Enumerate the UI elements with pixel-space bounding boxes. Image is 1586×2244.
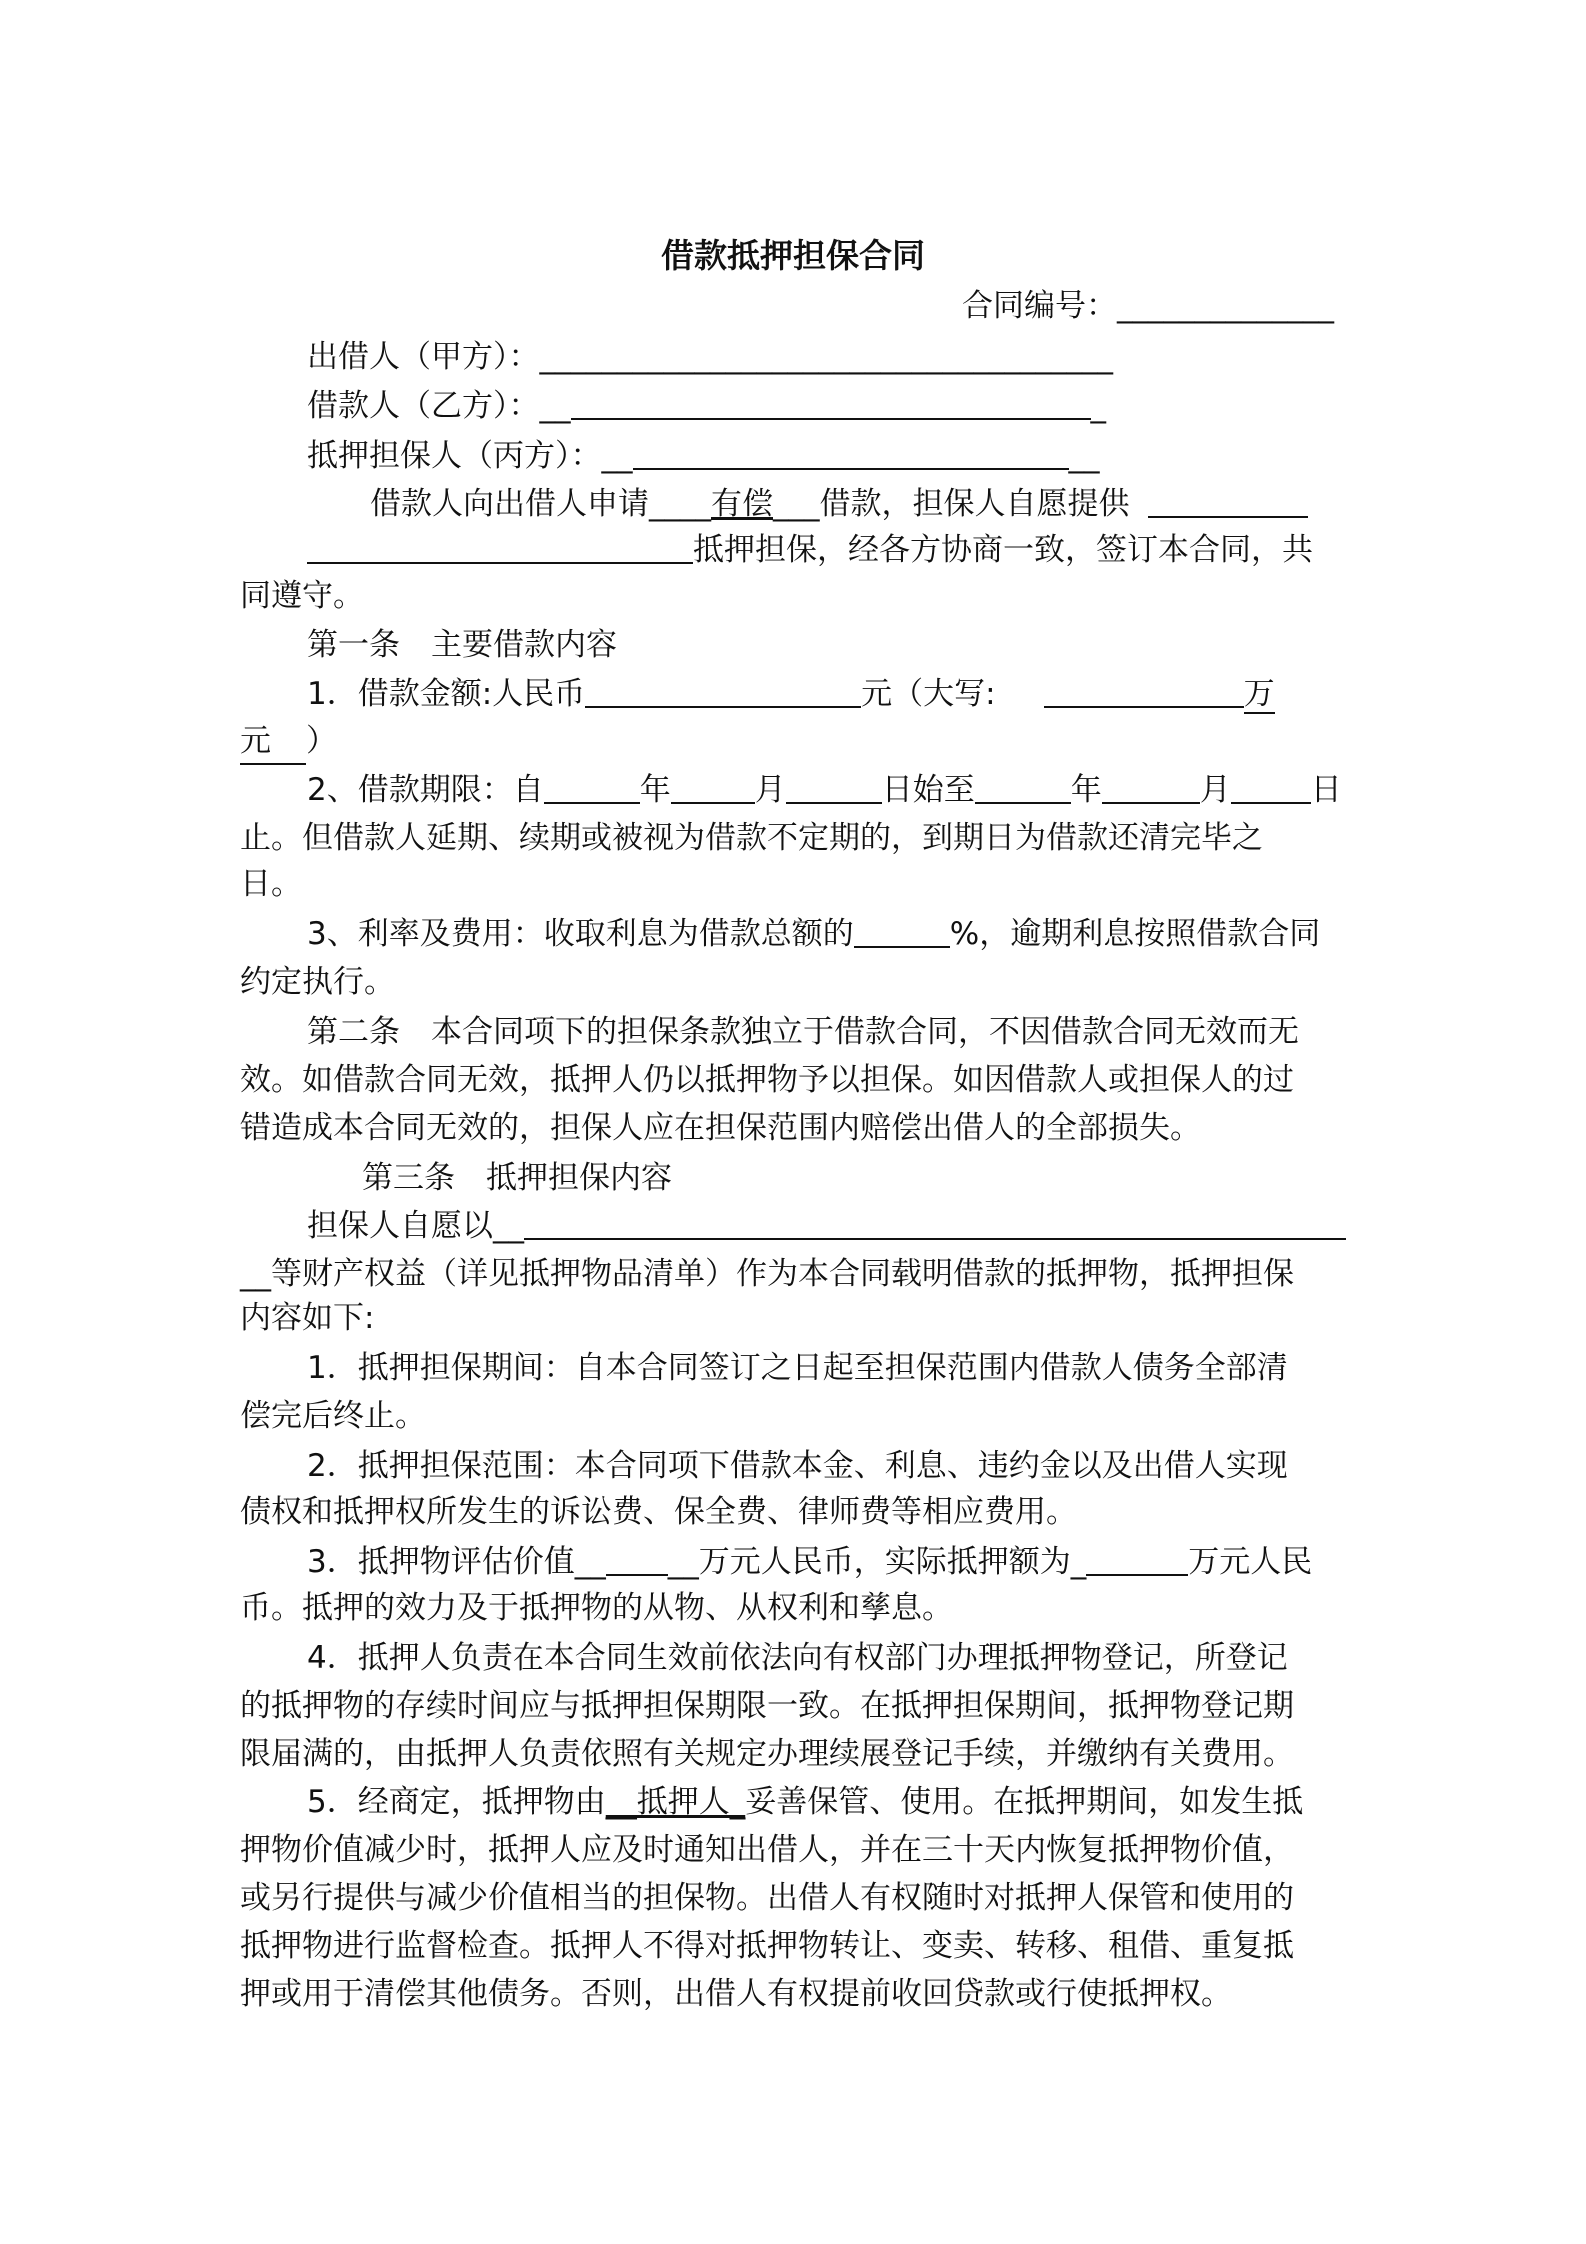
clause-4-line-3: 限届满的，由抵押人负责依照有关规定办理续展登记手续，并缴纳有关费用。 [240, 1736, 1294, 1772]
interest-rate-line-2: 约定执行。 [240, 964, 395, 1000]
intro-line-2: 抵押担保，经各方协商一致，签订本合同，共 [307, 528, 1313, 572]
interest-rate: 3、利率及费用：收取利息为借款总额的 %，逾期利息按照借款合同 [307, 916, 1321, 952]
clause-5-line-4: 抵押物进行监督检查。抵押人不得对抵押物转让、变卖、转移、租借、重复抵 [240, 1928, 1294, 1964]
loan-amount: 1．借款金额:人民币 元（大写: 万 [307, 676, 1275, 712]
loan-amount-cont: 元 ） [240, 719, 337, 765]
clause-3-line-2: 币。抵押的效力及于抵押物的从物、从权利和孳息。 [240, 1590, 953, 1626]
article-3-line-3: 内容如下: [240, 1300, 375, 1336]
article-1-heading: 第一条 主要借款内容 [307, 627, 617, 663]
article-3-heading: 第三条 抵押担保内容 [362, 1160, 672, 1196]
article-2-line-3: 错造成本合同无效的，担保人应在担保范围内赔偿出借人的全部损失。 [240, 1110, 1201, 1146]
contract-number: 合同编号：______________ [962, 288, 1334, 324]
intro-line-1: 借款人向出借人申请____有偿___借款，担保人自愿提供 [370, 482, 1308, 526]
article-2-line-1: 第二条 本合同项下的担保条款独立于借款合同，不因借款合同无效而无 [307, 1014, 1299, 1050]
clause-2-line-1: 2．抵押担保范围：本合同项下借款本金、利息、违约金以及出借人实现 [307, 1448, 1288, 1484]
party-lender: 出借人（甲方）：_____________________________________ [307, 339, 1113, 375]
loan-term-line-2: 止。但借款人延期、续期或被视为借款不定期的，到期日为借款还清完毕之 [240, 820, 1263, 856]
party-guarantor: 抵押担保人（丙方）：__ __ [307, 438, 1100, 474]
clause-3-line-1: 3．抵押物评估价值__ __万元人民币，实际抵押额为_ 万元人民 [307, 1544, 1313, 1580]
party-borrower: 借款人（乙方）：__ _ [307, 388, 1106, 424]
clause-2-line-2: 债权和抵押权所发生的诉讼费、保全费、律师费等相应费用。 [240, 1494, 1077, 1530]
loan-term-line-3: 日。 [240, 866, 302, 902]
clause-5-line-3: 或另行提供与减少价值相当的担保物。出借人有权随时对抵押人保管和使用的 [240, 1880, 1294, 1916]
article-2-line-2: 效。如借款合同无效，抵押人仍以抵押物予以担保。如因借款人或担保人的过 [240, 1062, 1294, 1098]
document-title: 借款抵押担保合同 [661, 236, 925, 275]
clause-5-line-2: 押物价值减少时，抵押人应及时通知出借人，并在三十天内恢复抵押物价值， [240, 1832, 1294, 1868]
clause-5-line-5: 押或用于清偿其他债务。否则，出借人有权提前收回贷款或行使抵押权。 [240, 1976, 1232, 2012]
loan-term: 2、借款期限：自 年 月 日始至 年 月 日 [307, 772, 1342, 808]
article-3-line-1: 担保人自愿以__ [307, 1204, 1346, 1248]
intro-line-3: 同遵守。 [240, 578, 364, 614]
clause-4-line-1: 4．抵押人负责在本合同生效前依法向有权部门办理抵押物登记，所登记 [307, 1640, 1288, 1676]
clause-5-line-1: 5．经商定，抵押物由__抵押人_妥善保管、使用。在抵押期间，如发生抵 [307, 1784, 1304, 1820]
clause-1-line-1: 1．抵押担保期间：自本合同签订之日起至担保范围内借款人债务全部清 [307, 1350, 1288, 1386]
clause-4-line-2: 的抵押物的存续时间应与抵押担保期限一致。在抵押担保期间，抵押物登记期 [240, 1688, 1294, 1724]
clause-1-line-2: 偿完后终止。 [240, 1398, 426, 1434]
article-3-line-2: __等财产权益（详见抵押物品清单）作为本合同载明借款的抵押物，抵押担保 [240, 1256, 1294, 1292]
